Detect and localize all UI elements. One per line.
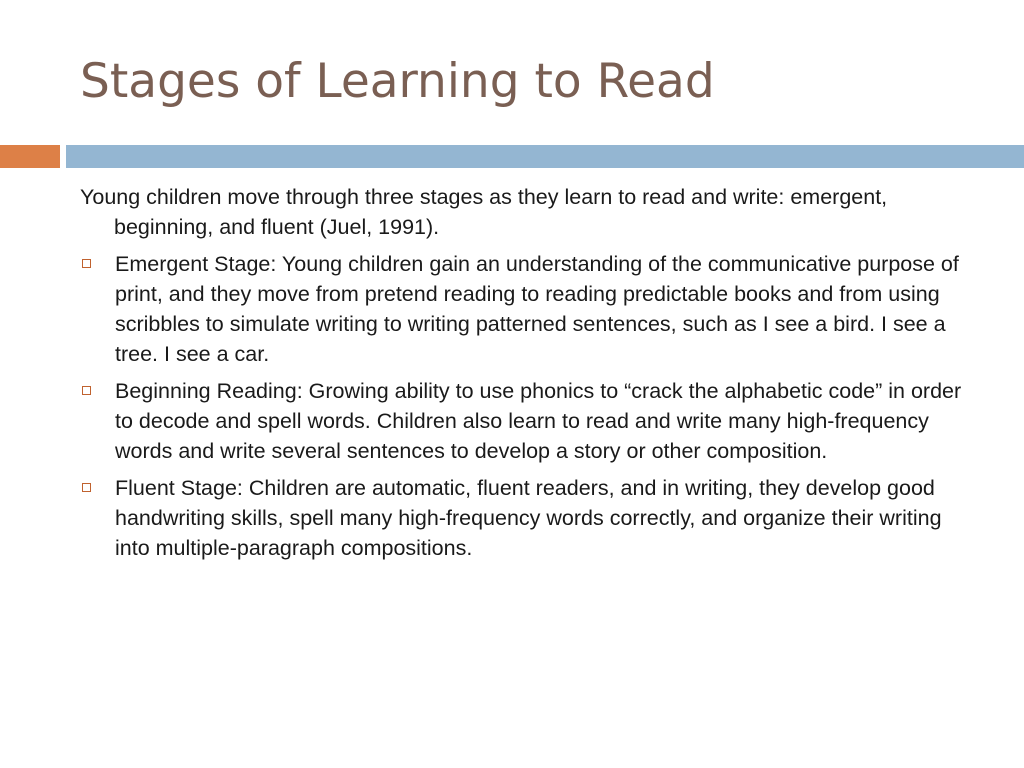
bullet-text: Fluent Stage: Children are automatic, fluent readers, and in writing, they develop good handwriting skills, spell many high-frequency words correctly, and organize their writing into multiple-paragraph compositions. — [115, 476, 942, 560]
slide-title: Stages of Learning to Read — [80, 54, 715, 109]
bullet-text: Beginning Reading: Growing ability to use phonics to “crack the alphabetic code” in order to decode and spell words. Children also learn to read and write many high-frequency words and write several sentences to develop a story or other composition. — [115, 379, 962, 463]
title-divider-bar — [66, 145, 1024, 168]
bullet-item-fluent — [80, 473, 980, 563]
bullet-item-beginning — [80, 376, 980, 466]
hollow-square-bullet-icon — [82, 483, 91, 492]
hollow-square-bullet-icon — [82, 259, 91, 268]
accent-bar — [0, 145, 60, 168]
hollow-square-bullet-icon — [82, 386, 91, 395]
bullet-item-emergent — [80, 249, 980, 369]
intro-paragraph: Young children move through three stages as they learn to read and write: emergent, beginning, and fluent (Juel, 1991). — [80, 185, 888, 239]
slide-body — [80, 182, 980, 570]
bullet-list — [80, 249, 980, 563]
bullet-text: Emergent Stage: Young children gain an understanding of the communicative purpose of print, and they move from pretend reading to reading predictable books and from using scribbles to simulate writing to writing patterned sentences, such as I see a bird. I see a tree. I see a car. — [115, 252, 959, 366]
